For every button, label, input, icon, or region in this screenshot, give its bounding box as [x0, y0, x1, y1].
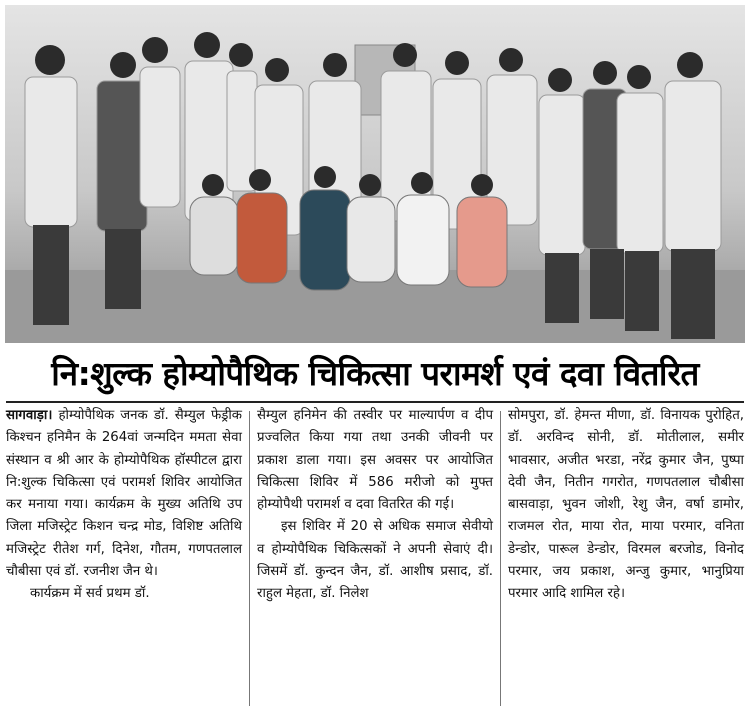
- group-photo: [5, 5, 745, 343]
- article-paragraph: कार्यक्रम में सर्व प्रथम डॉ.: [30, 586, 150, 602]
- article-column-2: [257, 405, 493, 710]
- article-paragraph: इस शिविर में 20 से अधिक समाज सेवीयो व होम्योपैथिक चिकित्सकों ने अपनी सेवाएं दी। जिसमें डॉ. कुन्दन जैन, डॉ. आशीष प्रसाद, डॉ. राहुल मेहता, डॉ. निलेश: [257, 519, 493, 602]
- article-paragraph: [6, 405, 242, 583]
- column-divider: [249, 411, 250, 706]
- group-photo-icon: [5, 5, 745, 343]
- article-column-1: [6, 405, 242, 710]
- dateline: सागवाड़ा।: [6, 408, 53, 423]
- headline: नि:शुल्क होम्योपैथिक चिकित्सा परामर्श एवं दवा वितरित: [51, 354, 699, 393]
- article-column-3: [508, 405, 744, 710]
- paragraph-text: होम्योपैथिक जनक डॉ. सैम्युल फेड्रीक किश्चन हनिमैन के 264वां जन्मदिन ममता सेवा संस्थान व श्री आर के होम्योपैथिक हॉस्पीटल द्वारा नि:शुल्क चिकित्सा एवं परामर्श शिविर आयोजित कर मनाया गया। कार्यक्रम के मुख्य अतिथि उप जिला मजिस्ट्रेट किशन चन्द्र मोड, विशिष्ट अतिथि मजिस्ट्रेट रीतेश गर्ग, दिनेश, गौतम, गणपतलाल चौबीसा एवं डॉ. रजनीश जैन थे।: [6, 408, 242, 580]
- article-body: [6, 405, 744, 710]
- article-paragraph: सैम्युल हनिमेन की तस्वीर पर माल्यार्पण व दीप प्रज्वलित किया गया तथा उनकी जीवनी पर प्रकाश डाला गया। इस अवसर पर आयोजित चिकित्सा शिविर में 586 मरीजो को मुफ्त होम्योपैथी परामर्श व दवा वितरित की गई।: [257, 408, 493, 513]
- article-paragraph: सोमपुरा, डॉ. हेमन्त मीणा, डॉ. विनायक पुरोहित, डॉ. अरविन्द सोनी, डॉ. मोतीलाल, समीर भावसार, अजीत भरडा, नरेंद्र कुमार जैन, पुष्पा देवी जैन, नितीन गगरोत, गणपतलाल चौबीसा बासवाड़ा, भुवन जोशी, रेशु जैन, वर्षा डामोर, राजमल रोत, माया रोत, माया परमार, वनिता डेन्डोर, पारूल डेन्डोर, विरमल बरजोड, विनोद परमार, जय प्रकाश, अन्जु कुमार, भानुप्रिया परमार आदि शामिल रहे।: [508, 408, 744, 602]
- column-divider: [500, 411, 501, 706]
- headline-rule: [6, 401, 744, 403]
